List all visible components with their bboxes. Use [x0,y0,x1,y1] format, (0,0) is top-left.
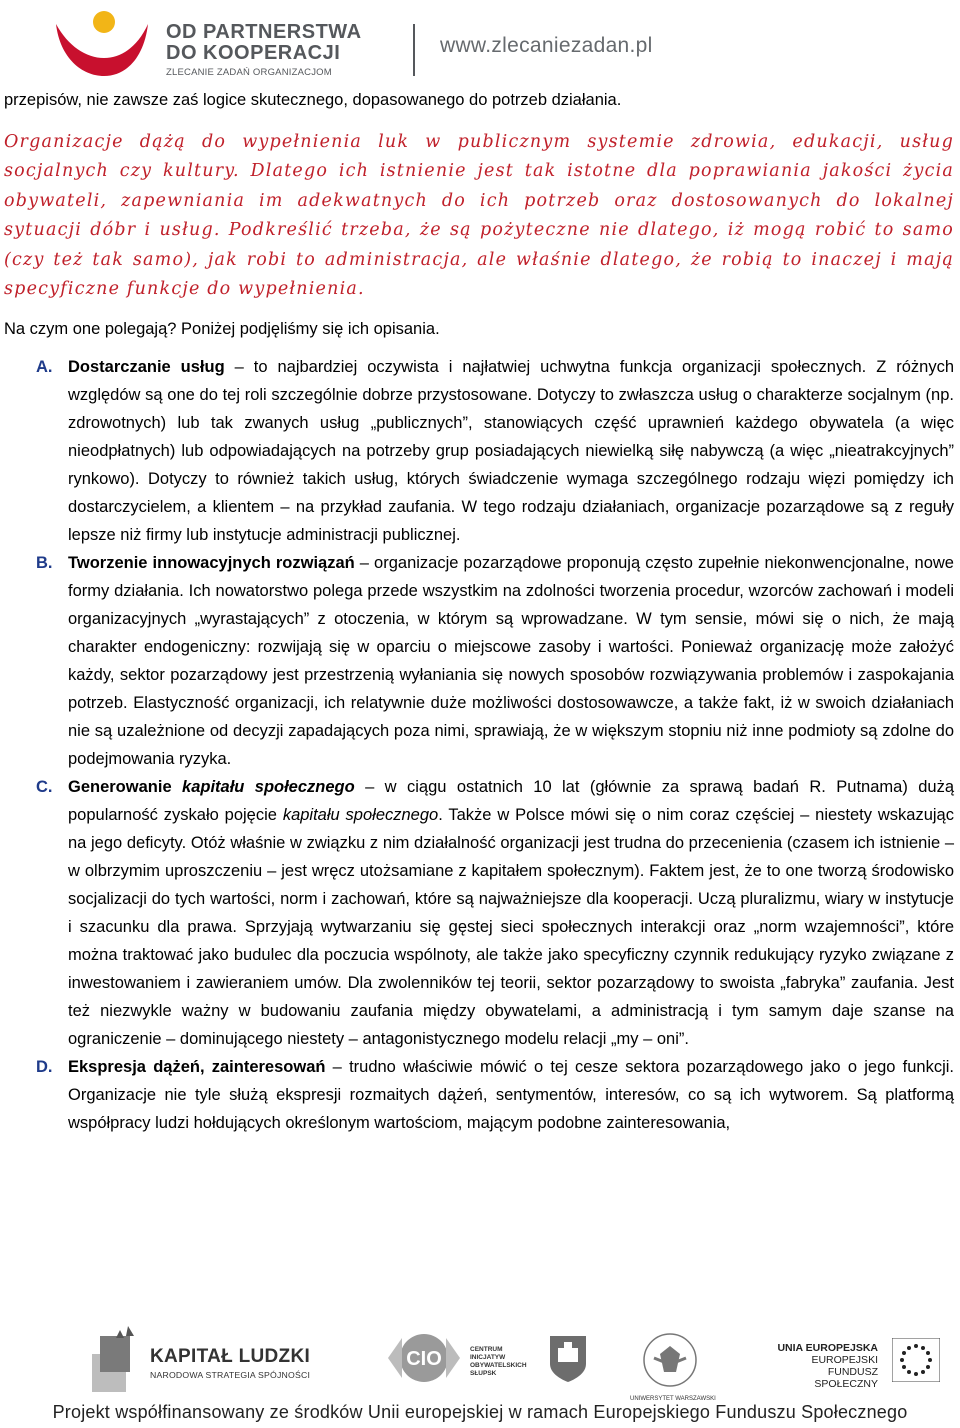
item-italic-term: kapitału społecznego [282,806,439,825]
item-lead: Dostarczanie usług [68,358,225,377]
footer-caption: Projekt współfinansowany ze środków Unii europejskiej w ramach Europejskiego Funduszu Społecznego [52,1402,908,1422]
partnership-logo-icon [52,6,152,80]
item-lead: Generowanie [68,778,183,797]
document-body [4,86,954,1137]
svg-text:CIO: CIO [406,1348,442,1370]
eu-line2: EUROPEJSKI [811,1354,878,1366]
list-marker: D. [36,1058,53,1077]
header-divider [413,24,415,76]
kapital-ludzki-logo-icon [90,1326,138,1396]
university-seal-icon [642,1332,698,1388]
item-lead: Ekspresja dążeń, zainteresowań [68,1058,326,1077]
org-tagline: ZLECANIE ZADAŃ ORGANIZACJOM [166,67,332,78]
coat-of-arms-icon [548,1334,588,1384]
item-text: – organizacje pozarządowe proponują często zupełnie niekonwencjonalne, nowe formy działania. Ich nowatorstwo polega przede wszystkim na zdolności tworzenia procedur, wzorców zachowań i modeli organizacyjnych „wyrastających” z otoczenia, w którym są wprowadzane. W tym sensie, mówi się o nich, że mają charakter endogeniczny: rozwijają się w oparciu o miejscowe zasoby i wartości. Ponieważ organizację może założyć każdy, sektor pozarządowy jest przestrzenią wyłaniania się nowych sposobów rozwiązywania problemów i zaspokajania potrzeb. Elastyczność organizacji, ich relatywnie duże możliwości dostosowawcze, a także fakt, iż w swoich działaniach nie są uzależnione od decyzji zapadających poza nimi, sprawiają, że w większym stopniu niż inne podmioty są zdolne do podejmowania ryzyka. [68,554,954,769]
cio-logo-icon [382,1332,466,1384]
university-text: UNIWERSYTET WARSZAWSKI [630,1396,716,1402]
paragraph-continuation: przepisów, nie zawsze zaś logice skutecznego, dopasowanego do potrzeb działania. [4,91,622,109]
item-lead-italic: kapitału społecznego [182,778,355,797]
org-name-line2: DO KOOPERACJI [166,42,341,64]
list-marker: A. [36,358,53,377]
list-item-a [4,353,954,549]
eu-line3: FUNDUSZ SPOŁECZNY [814,1366,878,1390]
list-marker: B. [36,554,53,573]
eu-line1: UNIA EUROPEJSKA [777,1342,878,1354]
kapital-ludzki-title: KAPITAŁ LUDZKI [150,1346,311,1367]
item-lead: Tworzenie innowacyjnych rozwiązań [68,554,355,573]
org-name-line1: OD PARTNERSTWA [166,21,362,43]
item-text-part1: – w ciągu ostatnich 10 lat (głównie za sprawą badań R. Putnama) dużą popularność zyskało pojęcie [68,778,954,825]
eu-text [770,1342,878,1390]
page-header [0,0,960,84]
question-paragraph: Na czym one polegają? Poniżej podjęliśmy się ich opisania. [4,320,440,339]
cio-text: CENTRUM INICJATYW OBYWATELSKICH SŁUPSK [470,1346,527,1377]
eu-flag-icon [892,1338,940,1382]
page-footer [0,1310,960,1428]
item-text: – to najbardziej oczywista i najłatwiej uchwytna funkcja organizacji społecznych. Z różnych względów są one do tej roli szczególnie dobrze przystosowane. Dotyczy to zwłaszcza usług o charakterze socjalnym (np. zdrowotnych) lub tak zwanych usług „publicznych”, stanowiących część uprawnień każdego obywatela (a więc nieodpłatnych) lub odpowiadających na potrzeby grup posiadających niewielką siłę nabywczą (a więc „nieatrakcyjnych” rynkowo). Dotyczy to również takich usług, których świadczenie wymaga szczególnego rodzaju więzi pomiędzy ich dostarczycielem, a klientem – na przykład zaufania. W tego rodzaju działaniach, organizacje pozarządowe są z reguły lepsze niż firmy lub instytucje administracji publicznej. [68,358,954,545]
list-marker: C. [36,778,53,797]
site-url[interactable]: www.zlecaniezadan.pl [440,34,653,57]
item-text: – trudno właściwie mówić o tej cesze sektora pozarządowego jako o jego funkcji. Organizacje nie tyle służą ekspresji rozmaitych dążeń, sentymentów, interesów, co są ich wytworem. Są platformą współpracy ludzi hołdujących określonym wartościom, mającym podobne zainteresowania, [68,1058,954,1133]
item-text-part2: . Także w Polsce mówi się o nim coraz częściej – niestety wskazując na jego deficyty. Otóż właśnie w związku z nim działalność organizacji jest trudna do przecenienia (czasem ich istnienie – w olbrzymim uproszczeniu – jest wręcz utożsamiane z kapitałem społecznym). Faktem jest, że to one tworzą środowisko socjalizacji do tych wartości, norm i zachowań, które są najważniejsze dla kooperacji. Uczą pluralizmu, wiary w instytucje i szacunku dla prawa. Sprzyjają wytwarzaniu się gęstej sieci społecznych interakcji oraz „norm wzajemności”, które można traktować jako budulec dla poczucia wspólnoty, ale także jako specyficzny czynnik redukujący ryzyko związane z inwestowaniem i zawieraniem umów. Dla zwolenników tej teorii, sektor pozarządowy to swoista „fabryka” zaufania. Jest też niezwykle ważny w budowaniu zaufania między obywatelami, a administracją i tym samym daje szanse na ograniczenie – dominującego niestety – antagonistycznego modelu relacji „my – oni”. [68,806,954,1049]
org-name [166,22,362,78]
list-item-b [4,549,954,773]
highlighted-paragraph: Organizacje dążą do wypełnienia luk w publicznym systemie zdrowia, edukacji, usług socjalnych czy kultury. Dlatego ich istnienie jest tak istotne dla poprawiania jakości życia obywateli, zapewniania im adekwatnych do ich potrzeb oraz dostosowanych do lokalnej sytuacji dóbr i usług. Podkreślić trzeba, że są pożyteczne nie dlatego, iż mogą robić to samo (czy też tak samo), jak robi to administracja, ale właśnie dlatego, że robią to inaczej i mają specyficzne funkcje do wypełnienia. [4,132,954,300]
functions-list [4,353,954,1137]
list-item-c [4,773,954,1053]
kapital-ludzki-subtitle: NARODOWA STRATEGIA SPÓJNOŚCI [150,1370,311,1380]
list-item-d [4,1053,954,1137]
